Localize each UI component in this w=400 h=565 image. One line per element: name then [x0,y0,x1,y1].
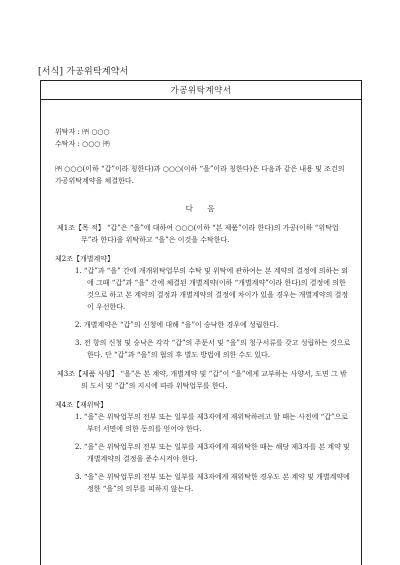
contract-sheet [40,80,362,565]
article-2-head: 제2조【개별계약】 [55,255,115,263]
article-3-head: 제3조【제품 사양】 [57,370,119,378]
document-title: 가공위탁계약서 [41,81,361,100]
article-4-item: 3. “을”은 위탁업무의 전부 또는 일부를 제3자에게 재위탁한 경우도 본 계약 및 개별계약에 정한 “을”의 의무를 피하지 않는다. [75,473,350,493]
consignor-line: 위탁자 : ㈜ ○○○ [55,128,110,136]
article-1-head: 제1조【목 적】 [57,224,105,232]
article-1-body: “갑”은 “을”에 대하여 ○○○(이하 “본 제품”이라 한다)의 가공(이하 “위탁업무”라 한다)을 위탁하고 “을”은 이것을 수탁한다. [81,224,339,244]
article-2 [55,253,351,361]
article-4-head: 제4조【재위탁】 [55,401,108,409]
document-body [41,126,361,495]
contractor-line: 수탁자 : ○○○ ㈜ [55,140,110,148]
article-2-item: 3. 전 항의 신청 및 승낙은 각각 “갑”의 주문서 및 “을”의 청구서류를 갖고 성립하는 것으로 한다. 단 “갑”과 “을”의 협의 후 별도 방법에 의한 수도 있다. [75,339,351,359]
article-1 [55,222,351,246]
article-3-text [55,368,351,392]
intro-paragraph: ㈜ ○○○(이하 “갑”이라 칭한다)과 ○○○(이하 “을”이라 칭한다)은 다음과 같은 내용 및 조건의 가공위탁계약을 체결한다. [55,165,345,185]
article-4-item: 2. “을”은 위탁업무의 전부 또는 일부를 제3자에게 재위탁한 때는 해당 제3자를 본 계약 및 개별계약의 결정을 준수시켜야 한다. [75,443,350,463]
article-3 [55,368,351,392]
article-2-item: 2. 개별계약은 “갑”의 신청에 대해 “을”이 승낙한 경우에 성립한다. [75,321,279,329]
article-4 [55,399,351,495]
article-2-item: 1. “갑”과 “을” 간에 개개위탁업무의 수탁 및 위탁에 관하여는 본 계약의 결정에 의하는 외에 그때 “갑”과 “을” 간에 체결된 개별계약(이하 “개별계약”이라 한다)의 결정에 의한 것으로 하고 본 계약의 결정과 개별계약의 결정에 차이가 있을 경우는 개별계약의 결정이 우선한다. [75,267,349,311]
article-4-item: 1. “을”은 위탁업무의 전부 또는 일부를 제3자에게 재위탁하려고 할 때는 사전에 “갑”으로부터 서면에 의한 동의를 얻어야 한다. [75,413,349,433]
form-label: [서식] 가공위탁계약서 [38,67,129,77]
article-3-body: “을”은 본 계약, 개별계약 및 “갑”이 “을”에게 교부하는 사양서, 도면 그 밖의 도서 및 “갑”의 지시에 따라 위탁업무를 한다. [81,370,347,390]
article-1-text [55,222,351,246]
section-heading: 다 음 [185,204,221,213]
